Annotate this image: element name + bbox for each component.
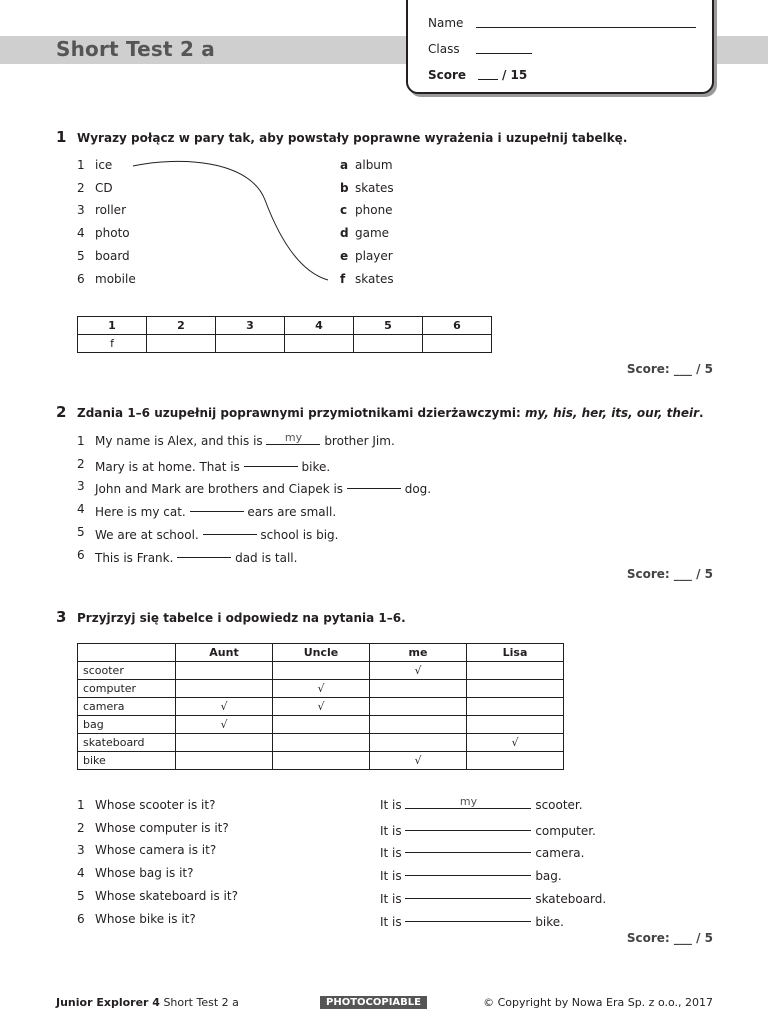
tick-cell bbox=[467, 698, 564, 716]
tick-cell bbox=[370, 680, 467, 698]
table-header-cell: 5 bbox=[354, 317, 423, 335]
tick-cell: √ bbox=[273, 680, 370, 698]
answer-blank[interactable]: my bbox=[405, 795, 531, 809]
row-label: computer bbox=[78, 680, 176, 698]
right-item: phone bbox=[355, 203, 393, 218]
footer-book: Junior Explorer 4 bbox=[56, 996, 160, 1009]
tick-cell bbox=[176, 662, 273, 680]
task2-instruction bbox=[77, 406, 704, 420]
answer-lead: It is bbox=[380, 798, 402, 812]
right-item: player bbox=[355, 248, 393, 263]
sentence bbox=[95, 457, 330, 474]
table-row bbox=[78, 698, 564, 716]
left-item: ice bbox=[95, 158, 113, 172]
right-item: skates bbox=[355, 180, 394, 195]
task2-word-list: my, his, her, its, our, their bbox=[524, 406, 700, 420]
sentence-number: 2 bbox=[77, 456, 85, 471]
sentence-end: bike. bbox=[301, 459, 331, 474]
answer-blank[interactable] bbox=[405, 817, 531, 831]
item-number: 6 bbox=[77, 271, 85, 286]
table-header-cell: 2 bbox=[147, 317, 216, 335]
answer-tail: computer. bbox=[535, 823, 596, 838]
answer-lead: It is bbox=[380, 914, 402, 929]
table-row bbox=[78, 734, 564, 752]
row-label: bike bbox=[78, 752, 176, 770]
sentence-end: dog. bbox=[404, 482, 432, 497]
row-label: bag bbox=[78, 716, 176, 734]
item-letter: c bbox=[340, 203, 348, 218]
answer-blank[interactable] bbox=[177, 544, 231, 558]
table-header-cell: 3 bbox=[216, 317, 285, 335]
answer-blank[interactable] bbox=[405, 839, 531, 853]
left-item: CD bbox=[95, 180, 113, 195]
answer-line bbox=[380, 912, 564, 929]
footer-test: Short Test 2 a bbox=[163, 996, 239, 1009]
task2-instruction-end: . bbox=[699, 406, 704, 420]
sentence-end: ears are small. bbox=[247, 505, 337, 520]
sentence-end: brother Jim. bbox=[324, 434, 395, 448]
table-row bbox=[78, 752, 564, 770]
item-number: 2 bbox=[77, 180, 85, 195]
tick-cell bbox=[370, 734, 467, 752]
tick-cell bbox=[273, 734, 370, 752]
item-number: 3 bbox=[77, 203, 85, 218]
answer-tail: bag. bbox=[535, 869, 562, 884]
column-header: Aunt bbox=[176, 644, 273, 662]
task2-number: 2 bbox=[56, 403, 67, 421]
sentence-start: We are at school. bbox=[95, 527, 199, 542]
tick-cell bbox=[176, 734, 273, 752]
row-label: skateboard bbox=[78, 734, 176, 752]
tick-cell bbox=[273, 716, 370, 734]
answer-lead: It is bbox=[380, 846, 402, 861]
answer-cell[interactable] bbox=[285, 335, 354, 353]
answer-line bbox=[380, 843, 584, 860]
photocopiable-badge: PHOTOCOPIABLE bbox=[320, 996, 427, 1009]
tick-cell bbox=[176, 680, 273, 698]
task3-score: Score: ___ / 5 bbox=[626, 931, 713, 945]
question-text: Whose computer is it? bbox=[95, 820, 229, 835]
column-header: me bbox=[370, 644, 467, 662]
tick-cell bbox=[467, 662, 564, 680]
task1-instruction: Wyrazy połącz w pary tak, aby powstały poprawne wyrażenia i uzupełnij tabelkę. bbox=[77, 131, 628, 145]
question-number: 6 bbox=[77, 911, 85, 926]
sentence-number: 1 bbox=[77, 434, 85, 448]
task1-answer-table bbox=[77, 316, 492, 353]
task1-number: 1 bbox=[56, 128, 67, 146]
class-label: Class bbox=[428, 42, 460, 56]
matching-line bbox=[0, 0, 768, 300]
answer-line bbox=[380, 889, 606, 906]
sentence-number: 4 bbox=[77, 502, 85, 517]
answer-cell[interactable] bbox=[354, 335, 423, 353]
task2-instruction-text: Zdania 1–6 uzupełnij poprawnymi przymiotnikami dzierżawczymi: bbox=[77, 406, 525, 420]
answer-cell[interactable] bbox=[423, 335, 492, 353]
score-total: / 15 bbox=[502, 68, 528, 82]
task1-score: Score: ___ / 5 bbox=[626, 362, 713, 376]
tick-cell bbox=[273, 662, 370, 680]
question-number: 1 bbox=[77, 798, 85, 812]
sentence-start: Mary is at home. That is bbox=[95, 459, 240, 474]
item-letter: a bbox=[340, 158, 349, 172]
answer-tail: camera. bbox=[535, 846, 585, 861]
row-label: camera bbox=[78, 698, 176, 716]
tick-cell bbox=[370, 698, 467, 716]
tick-cell bbox=[467, 680, 564, 698]
page-title: Short Test 2 a bbox=[56, 37, 215, 61]
item-number: 1 bbox=[77, 158, 85, 172]
question-text: Whose camera is it? bbox=[95, 843, 217, 858]
item-number: 4 bbox=[77, 226, 85, 241]
copyright: © Copyright by Nowa Era Sp. z o.o., 2017 bbox=[483, 996, 713, 1009]
column-header bbox=[78, 644, 176, 662]
column-header: Lisa bbox=[467, 644, 564, 662]
item-letter: d bbox=[340, 226, 349, 241]
answer-blank[interactable] bbox=[347, 475, 401, 489]
sentence-number: 6 bbox=[77, 547, 85, 562]
answer-cell[interactable]: f bbox=[78, 335, 147, 353]
left-item: mobile bbox=[95, 271, 136, 286]
tick-cell: √ bbox=[467, 734, 564, 752]
tick-cell bbox=[467, 752, 564, 770]
answer-blank[interactable]: my bbox=[266, 431, 320, 445]
tick-cell bbox=[176, 752, 273, 770]
answer-line bbox=[380, 866, 562, 883]
tick-cell: √ bbox=[370, 752, 467, 770]
answer-blank[interactable] bbox=[190, 498, 244, 512]
question-text: Whose bike is it? bbox=[95, 911, 196, 926]
left-item: board bbox=[95, 248, 130, 263]
task3-ownership-table bbox=[77, 643, 564, 770]
question-text: Whose skateboard is it? bbox=[95, 888, 238, 903]
sentence bbox=[95, 548, 297, 565]
task3-number: 3 bbox=[56, 608, 67, 626]
sentence-start: This is Frank. bbox=[95, 550, 174, 565]
answer-blank[interactable] bbox=[405, 908, 531, 922]
sentence bbox=[95, 525, 338, 542]
answer-lead: It is bbox=[380, 891, 402, 906]
answer-blank[interactable] bbox=[244, 453, 298, 467]
tick-cell bbox=[467, 716, 564, 734]
item-number: 5 bbox=[77, 248, 85, 263]
sentence-number: 5 bbox=[77, 524, 85, 539]
answer-line bbox=[380, 795, 583, 813]
answer-tail: scooter. bbox=[535, 798, 583, 812]
task2-score: Score: ___ / 5 bbox=[626, 567, 713, 581]
answer-lead: It is bbox=[380, 869, 402, 884]
sentence bbox=[95, 479, 431, 496]
sentence-start: My name is Alex, and this is bbox=[95, 434, 263, 448]
question-text: Whose bag is it? bbox=[95, 866, 194, 881]
table-header-cell: 1 bbox=[78, 317, 147, 335]
right-item: album bbox=[355, 158, 393, 172]
table-header-cell: 4 bbox=[285, 317, 354, 335]
tick-cell: √ bbox=[370, 662, 467, 680]
left-item: photo bbox=[95, 226, 130, 241]
table-header-cell: 6 bbox=[423, 317, 492, 335]
question-text: Whose scooter is it? bbox=[95, 798, 216, 812]
tick-cell bbox=[370, 716, 467, 734]
sentence-end: school is big. bbox=[260, 527, 339, 542]
tick-cell bbox=[273, 752, 370, 770]
sentence bbox=[95, 431, 395, 449]
question-number: 5 bbox=[77, 888, 85, 903]
sentence-end: dad is tall. bbox=[235, 550, 298, 565]
table-row bbox=[78, 716, 564, 734]
footer-book-info bbox=[56, 996, 239, 1009]
left-item: roller bbox=[95, 203, 126, 218]
right-item: skates bbox=[355, 271, 394, 286]
item-letter: e bbox=[340, 248, 349, 263]
table-row bbox=[78, 662, 564, 680]
right-item: game bbox=[355, 226, 390, 241]
row-label: scooter bbox=[78, 662, 176, 680]
answer-cell[interactable] bbox=[216, 335, 285, 353]
tick-cell: √ bbox=[176, 698, 273, 716]
answer-tail: skateboard. bbox=[535, 891, 607, 906]
column-header: Uncle bbox=[273, 644, 370, 662]
answer-line bbox=[380, 821, 596, 838]
tick-cell: √ bbox=[176, 716, 273, 734]
question-number: 4 bbox=[77, 866, 85, 881]
answer-blank[interactable] bbox=[405, 862, 531, 876]
sentence-number: 3 bbox=[77, 479, 85, 494]
answer-tail: bike. bbox=[535, 914, 564, 929]
item-letter: f bbox=[340, 271, 346, 286]
score-label: Score bbox=[428, 68, 467, 82]
sentence-start: Here is my cat. bbox=[95, 505, 186, 520]
name-label: Name bbox=[428, 16, 464, 30]
sentence bbox=[95, 502, 336, 519]
table-row bbox=[78, 680, 564, 698]
question-number: 3 bbox=[77, 843, 85, 858]
answer-blank[interactable] bbox=[203, 521, 257, 535]
tick-cell: √ bbox=[273, 698, 370, 716]
answer-cell[interactable] bbox=[147, 335, 216, 353]
answer-lead: It is bbox=[380, 823, 402, 838]
sentence-start: John and Mark are brothers and Ciapek is bbox=[95, 482, 344, 497]
question-number: 2 bbox=[77, 820, 85, 835]
task3-instruction: Przyjrzyj się tabelce i odpowiedz na pytania 1–6. bbox=[77, 611, 406, 625]
item-letter: b bbox=[340, 180, 349, 195]
answer-blank[interactable] bbox=[405, 885, 531, 899]
